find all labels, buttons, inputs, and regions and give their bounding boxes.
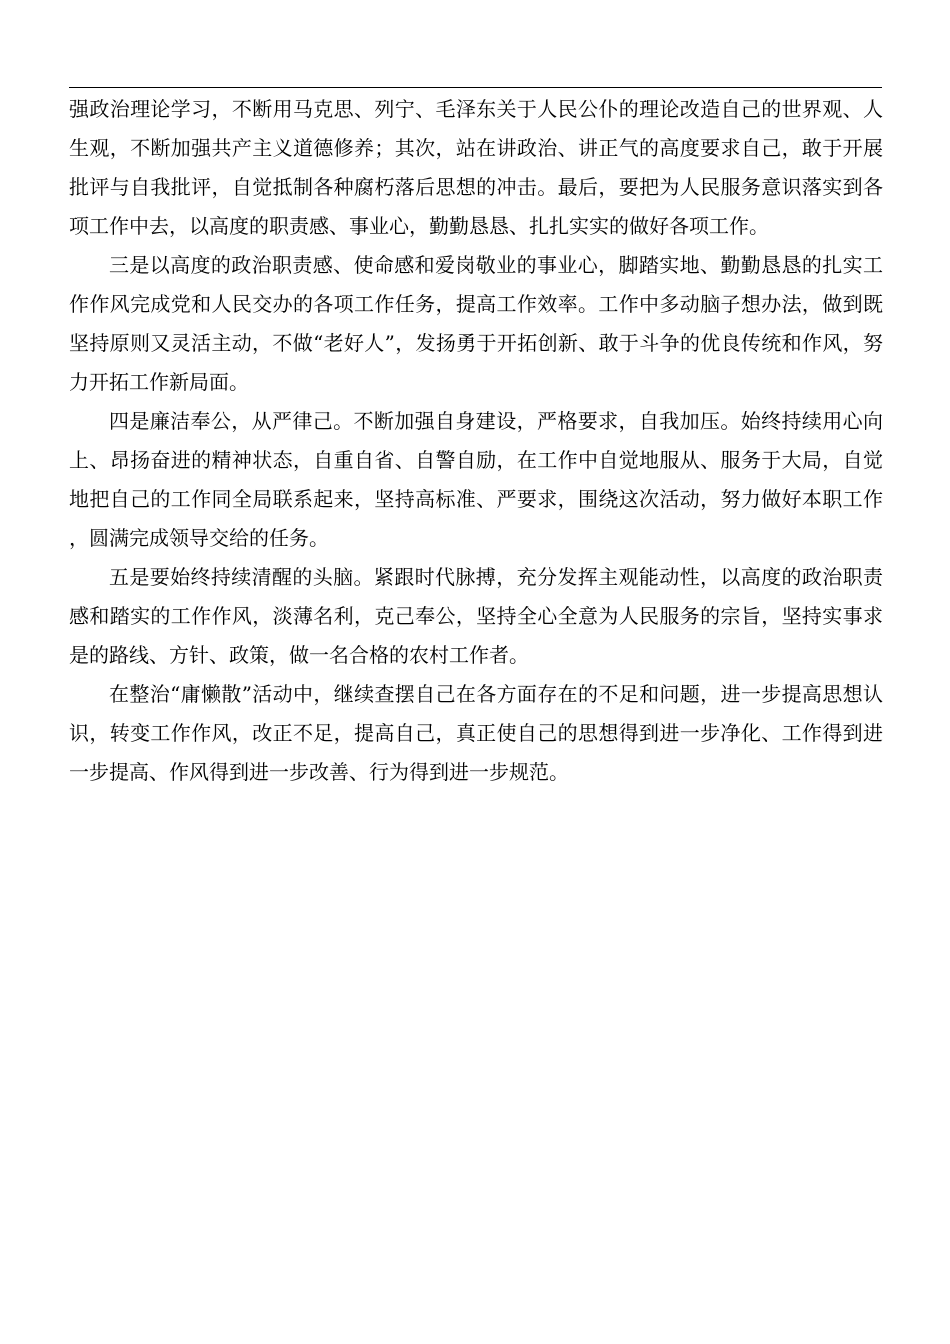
paragraph-conclusion: 在整治“庸懒散”活动中，继续查摆自己在各方面存在的不足和问题，进一步提高思想认识，转变工作作风，改正不足，提高自己，真正使自己的思想得到进一步净化、工作得到进一步提高、作风得到进一步改善、行为得到进一步规范。 — [69, 682, 883, 784]
paragraph-point-three: 三是以高度的政治职责感、使命感和爱岗敬业的事业心，脚踏实地、勤勤恳恳的扎实工作作风完成党和人民交办的各项工作任务，提高工作效率。工作中多动脑子想办法，做到既坚持原则又灵活主动，不做“老好人”，发扬勇于开拓创新、敢于斗争的优良传统和作风，努力开拓工作新局面。 — [69, 253, 883, 394]
header-rule — [69, 87, 882, 88]
paragraph-point-four: 四是廉洁奉公，从严律己。不断加强自身建设，严格要求，自我加压。始终持续用心向上、昂扬奋进的精神状态，自重自省、自警自励，在工作中自觉地服从、服务于大局，自觉地把自己的工作同全局联系起来，坚持高标准、严要求，围绕这次活动，努力做好本职工作，圆满完成领导交给的任务。 — [69, 409, 883, 550]
paragraph-point-five: 五是要始终持续清醒的头脑。紧跟时代脉搏，充分发挥主观能动性，以高度的政治职责感和踏实的工作作风，淡薄名利，克己奉公，坚持全心全意为人民服务的宗旨，坚持实事求是的路线、方针、政策，做一名合格的农村工作者。 — [69, 565, 883, 667]
paragraph-continuation: 强政治理论学习，不断用马克思、列宁、毛泽东关于人民公仆的理论改造自己的世界观、人生观，不断加强共产主义道德修养；其次，站在讲政治、讲正气的高度要求自己，敢于开展批评与自我批评，自觉抵制各种腐朽落后思想的冲击。最后，要把为人民服务意识落实到各项工作中去，以高度的职责感、事业心，勤勤恳恳、扎扎实实的做好各项工作。 — [69, 97, 883, 238]
document-body — [69, 90, 883, 792]
